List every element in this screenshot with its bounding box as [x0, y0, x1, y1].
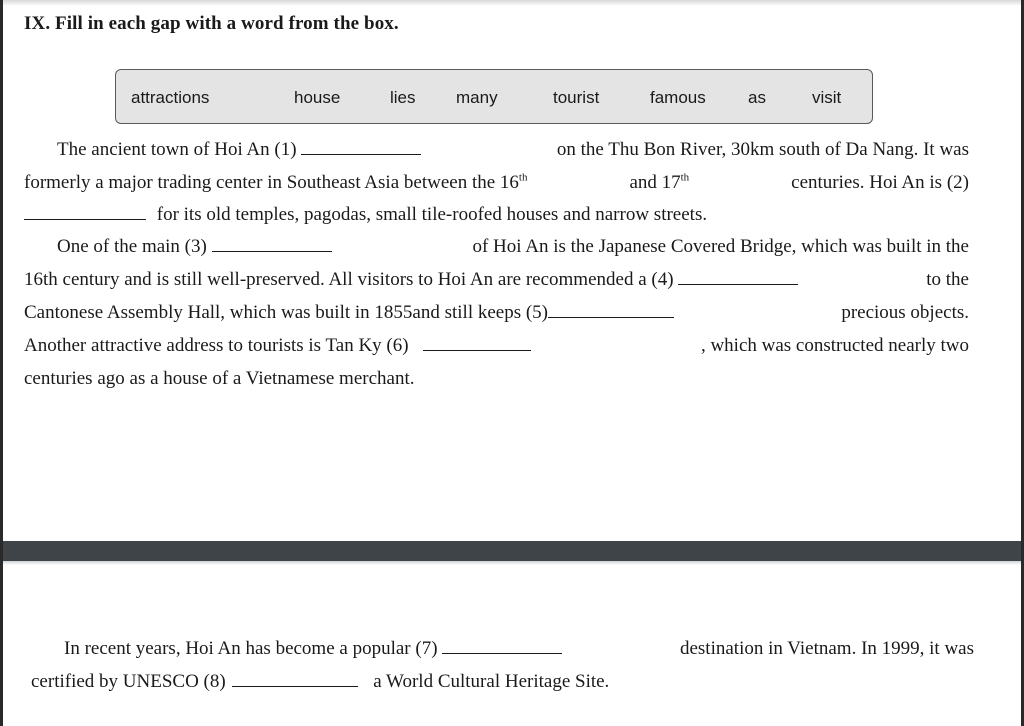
blank-6 [423, 336, 531, 351]
passage-text: a World Cultural Heritage Site. [373, 671, 610, 692]
passage-line [57, 139, 969, 161]
word-box [115, 69, 873, 124]
passage-text: for its old temples, pagodas, small tile-roofed houses and narrow streets. [156, 204, 708, 225]
passage-line [64, 638, 974, 660]
passage-text: One of the main (3) [57, 236, 207, 257]
blank-4 [678, 270, 798, 285]
page-border-left [0, 0, 3, 726]
passage-text: The ancient town of Hoi An (1) [57, 139, 297, 160]
blank-7 [442, 639, 562, 654]
passage-line [24, 269, 969, 291]
blank-2 [24, 205, 146, 220]
passage-text: formerly a major trading center in Southeast Asia between the 16 [24, 172, 519, 193]
passage-text: of Hoi An is the Japanese Covered Bridge, which was built in the [472, 236, 969, 257]
passage-line [31, 671, 609, 693]
word-box-item: as [748, 88, 766, 107]
passage-text: centuries. Hoi An is (2) [791, 172, 969, 193]
passage-text: 16th century and is still well-preserved. All visitors to Hoi An are recommended a (4) [24, 269, 674, 290]
passage-text: destination in Vietnam. In 1999, it was [679, 638, 974, 659]
blank-5 [548, 303, 674, 318]
word-box-item: attractions [131, 88, 210, 107]
passage-text: , which was constructed nearly two [700, 335, 969, 356]
passage-text: Another attractive address to tourists is Tan Ky (6) [24, 335, 409, 356]
top-edge [0, 0, 1024, 6]
word-box-item: tourist [553, 88, 600, 107]
blank-3 [212, 237, 332, 252]
divider-shadow [3, 561, 1021, 565]
passage-text: on the Thu Bon River, 30km south of Da Nang. It was [556, 139, 969, 160]
passage-text: precious objects. [841, 302, 969, 323]
superscript: th [680, 171, 690, 184]
passage-text: certified by UNESCO (8) [31, 671, 226, 692]
blank-8 [232, 672, 358, 687]
passage-line [24, 204, 707, 226]
word-box-item: lies [390, 88, 416, 107]
passage-text: to the [926, 269, 969, 290]
passage-text: In recent years, Hoi An has become a popular (7) [64, 638, 438, 659]
passage-line [24, 302, 969, 324]
word-box-item: house [294, 88, 341, 107]
word-box-item: many [456, 88, 498, 107]
passage-line [57, 236, 969, 258]
superscript: th [518, 171, 528, 184]
passage-line [24, 368, 415, 390]
word-box-item: famous [650, 88, 706, 107]
word-box-item: visit [812, 88, 842, 107]
passage-line [24, 335, 969, 357]
passage-text: centuries ago as a house of a Vietnamese merchant. [24, 368, 415, 389]
exercise-heading: IX. Fill in each gap with a word from the box. [24, 13, 399, 34]
blank-1 [301, 140, 421, 155]
passage-text: and 17 [629, 172, 681, 193]
passage-text: Cantonese Assembly Hall, which was built in 1855and still keeps (5) [24, 302, 549, 323]
passage-line [24, 172, 969, 194]
section-divider [3, 541, 1021, 561]
